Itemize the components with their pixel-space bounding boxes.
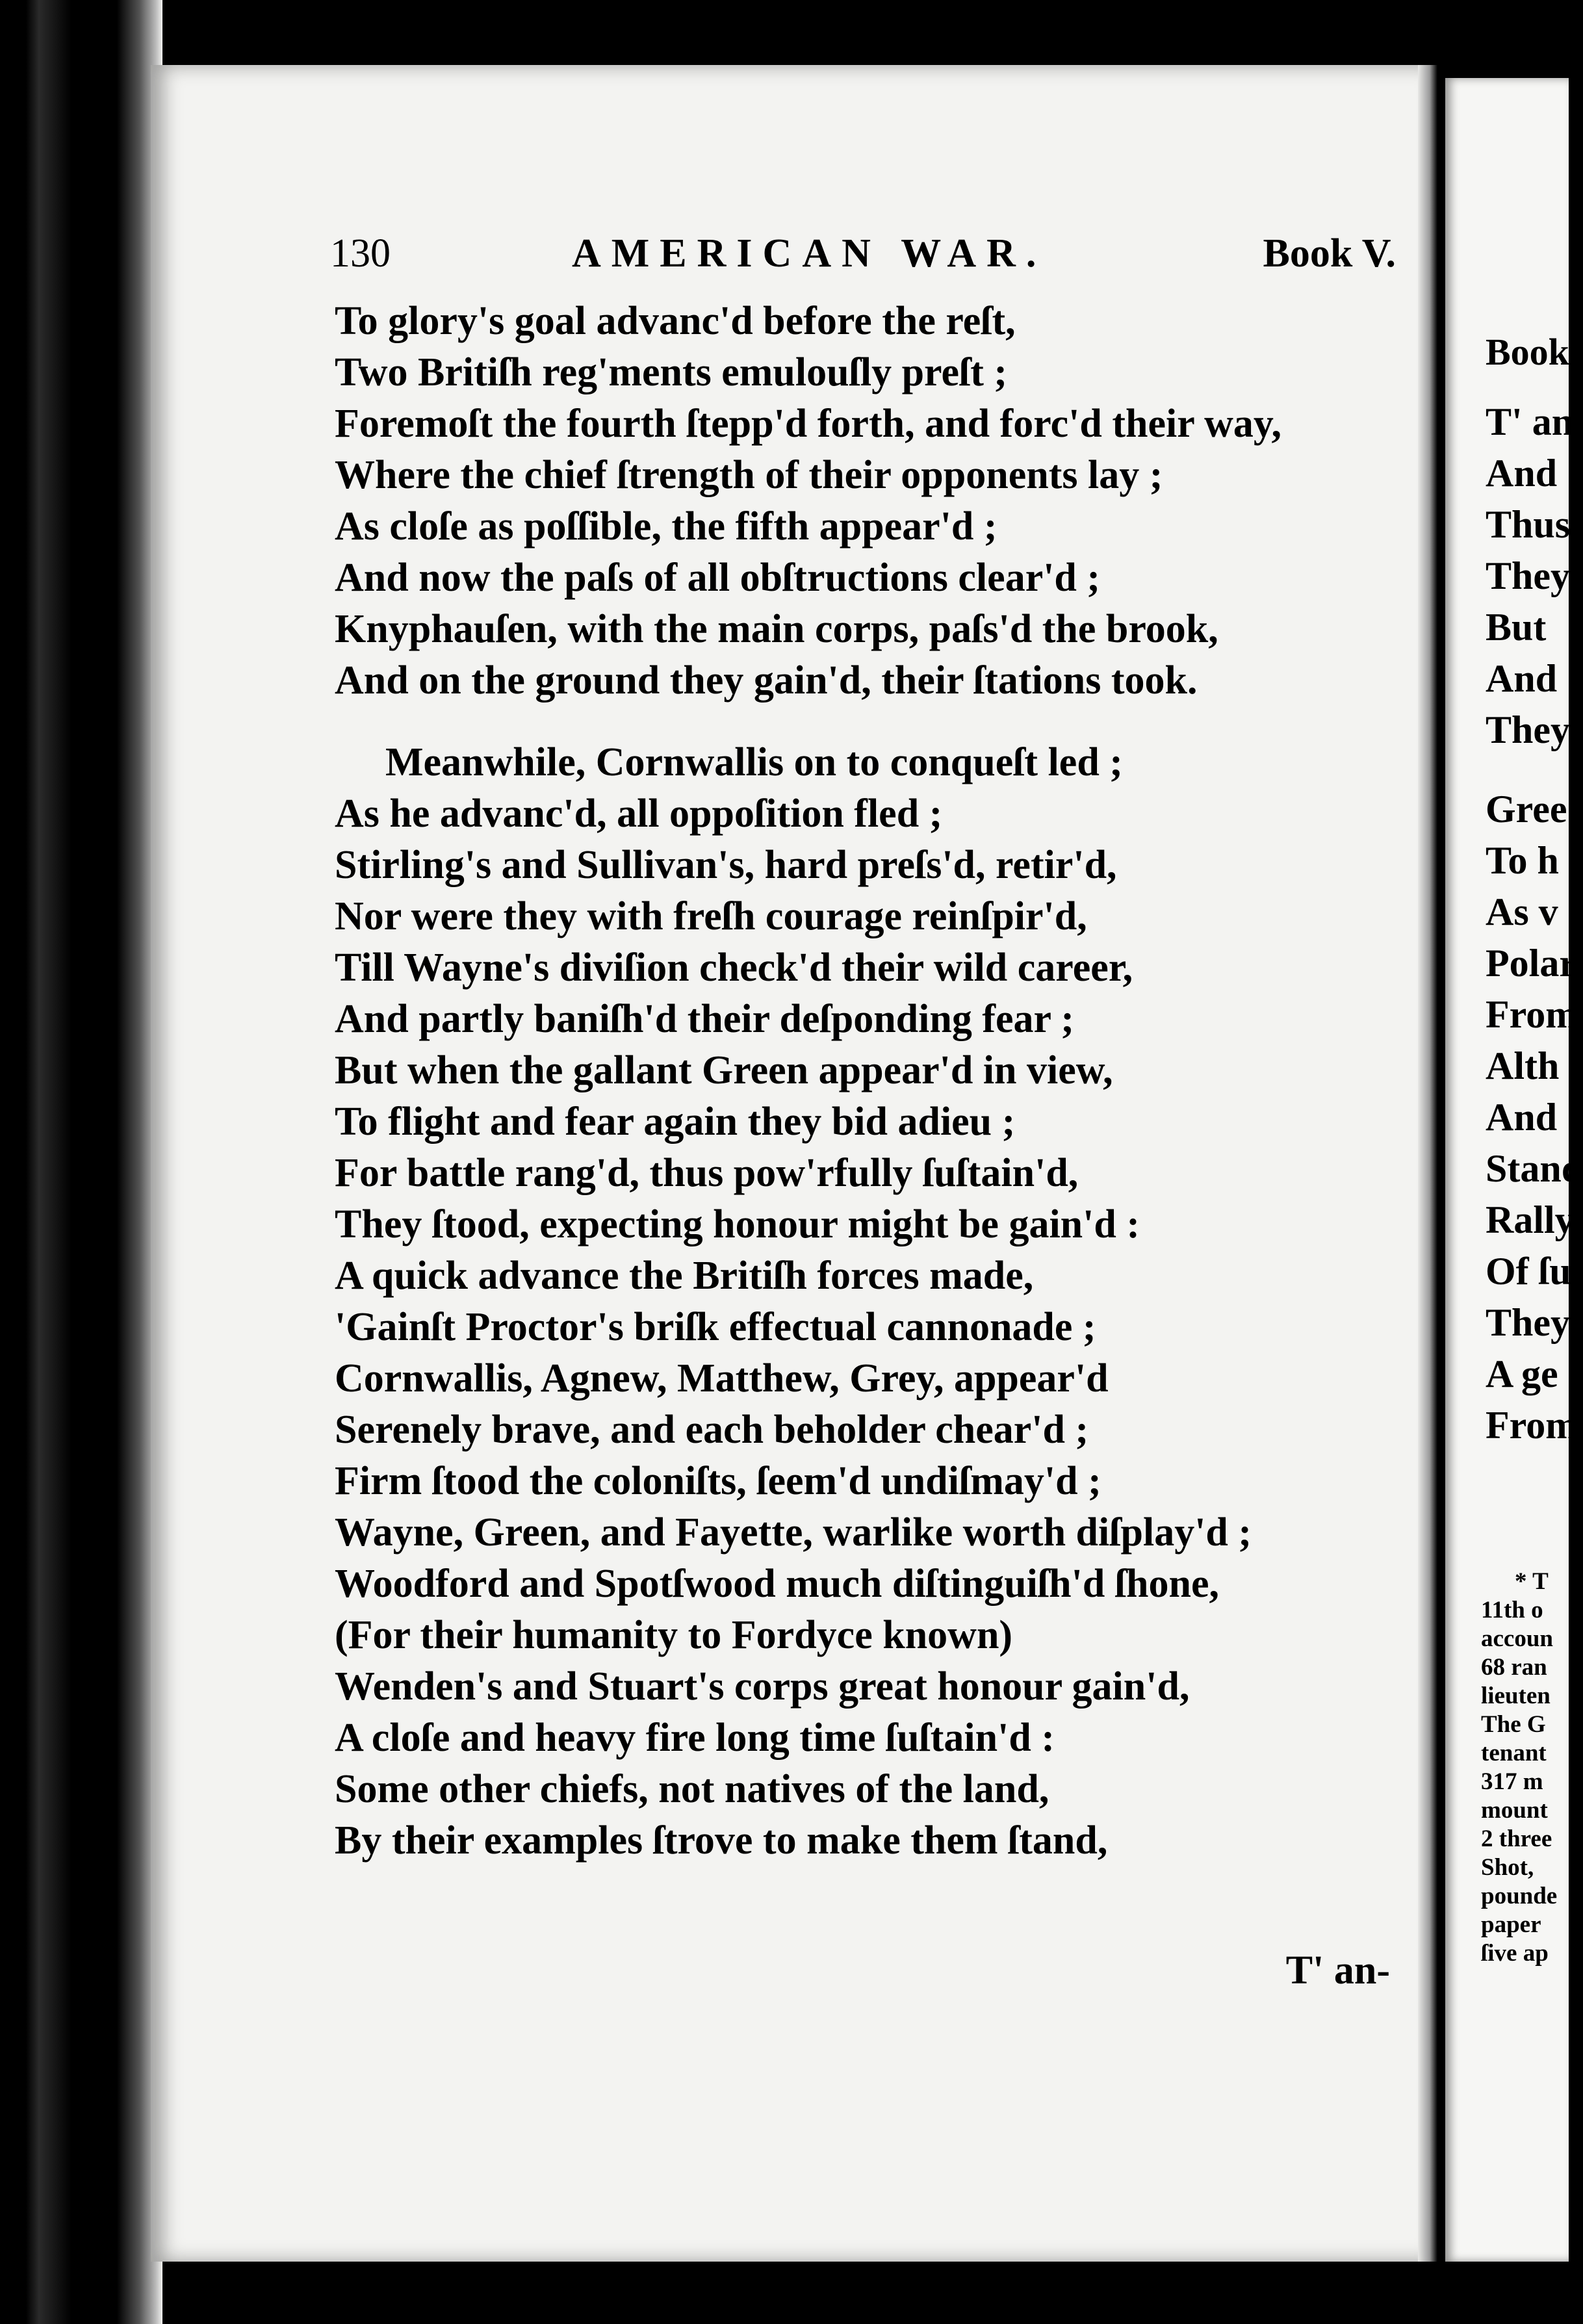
verse-line: Some other chiefs, not natives of the land, [335,1767,1049,1811]
footnote-line: 317 m [1481,1768,1543,1795]
facing-line: And [1486,657,1558,700]
verse-line: Woodford and Spotſwood much diſtinguiſh'd ſhone, [335,1562,1220,1606]
running-header [330,231,1396,283]
verse-line: Knyphauſen, with the main corps, paſs'd the brook, [335,607,1218,651]
facing-line: Thus [1486,503,1571,546]
verse-line: (For their humanity to Fordyce known) [335,1613,1013,1657]
verse-line: And partly baniſh'd their deſponding fear ; [335,997,1075,1041]
verse-line: Wayne, Green, and Fayette, warlike worth diſplay'd ; [335,1510,1252,1555]
verse-line: Stirling's and Sullivan's, hard preſs'd, retir'd, [335,843,1117,887]
facing-line: To h [1486,839,1559,882]
running-title: AMERICAN WAR. [572,231,1047,276]
facing-line: From [1486,1404,1578,1447]
book-binding [0,0,162,2324]
verse-line: A quick advance the Britiſh forces made, [335,1254,1034,1298]
facing-line: Of ſu [1486,1250,1571,1293]
footnote-line: pounde [1481,1883,1558,1909]
facing-page-text [1486,396,1583,1451]
footnote-line: mount [1481,1797,1548,1824]
verse-line: 'Gainſt Proctor's briſk effectual cannonade ; [335,1305,1096,1349]
verse-line: And on the ground they gain'd, their ſtations took. [335,658,1198,703]
verse-line: Foremoſt the fourth ſtepp'd forth, and forc'd their way, [335,402,1281,446]
verse-line: For battle rang'd, thus pow'rfully ſuſtain'd, [335,1151,1079,1195]
facing-line: And [1486,1096,1558,1139]
verse-line: Cornwallis, Agnew, Matthew, Grey, appear'd [335,1356,1109,1401]
footnote-line: Shot, [1481,1854,1534,1881]
footnote-line: lieuten [1481,1683,1551,1709]
verse-line: But when the gallant Green appear'd in view, [335,1048,1113,1092]
verse-line: Serenely brave, and each beholder chear'd ; [335,1408,1089,1452]
catchword: T' an- [1285,1948,1390,1993]
verse-line: Wenden's and Stuart's corps great honour gain'd, [335,1664,1190,1709]
facing-line: They [1486,554,1571,597]
book-page-right [1445,78,1583,2262]
verse-line: As cloſe as poſſible, the fifth appear'd ; [335,504,997,549]
verse-line: They ſtood, expecting honour might be gain'd : [335,1202,1140,1246]
facing-line: Rally [1486,1198,1575,1241]
verse-line: Nor were they with freſh courage reinſpir'd, [335,894,1087,938]
footnote-line: tenant [1481,1740,1547,1766]
poem-text [335,296,1439,1866]
footnote-line: 2 three [1481,1826,1552,1852]
footnote-line: 11th o [1481,1597,1543,1623]
facing-page-footnotes [1481,1568,1557,1968]
verse-line: Two Britiſh reg'ments emulouſly preſt ; [335,350,1007,394]
facing-page-header: Book [1486,331,1569,373]
footnote-line: The G [1481,1711,1546,1738]
facing-line: As v [1486,890,1558,933]
page-number: 130 [330,231,391,276]
facing-line: And [1486,452,1558,495]
footnote-line: accoun [1481,1625,1553,1652]
facing-line: But [1486,606,1547,649]
facing-line: T' an [1486,400,1574,443]
verse-line: By their examples ſtrove to make them ſtand, [335,1818,1108,1863]
verse-line: Where the chief ſtrength of their opponents lay ; [335,453,1163,497]
verse-line: To flight and fear again they bid adieu ; [335,1100,1016,1144]
verse-line: To glory's goal advanc'd before the reſt, [335,299,1016,343]
verse-line: As he advanc'd, all oppoſition fled ; [335,792,943,836]
verse-line: Firm ſtood the coloniſts, ſeem'd undiſmay'd ; [335,1459,1101,1503]
verse-line: Meanwhile, Cornwallis on to conqueſt led ; [385,740,1123,784]
facing-line: They [1486,708,1571,751]
facing-line: They [1486,1301,1571,1344]
verse-line: Till Wayne's diviſion check'd their wild career, [335,946,1133,990]
facing-line: From [1486,993,1578,1036]
footnote-line: ſive ap [1481,1940,1549,1967]
stanza-break [335,706,1439,737]
verse-line: And now the paſs of all obſtructions clear'd ; [335,556,1101,600]
facing-line: Polar [1486,942,1577,985]
footnote-line: * T [1515,1568,1549,1595]
verse-line: A cloſe and heavy fire long time ſuſtain'd : [335,1716,1055,1760]
footnote-line: 68 ran [1481,1654,1547,1681]
facing-line: Gree [1486,788,1567,831]
book-label: Book V. [1263,231,1396,276]
facing-line: Stand [1486,1147,1583,1190]
facing-line: A ge [1486,1352,1558,1395]
footnote-line: paper [1481,1911,1541,1938]
facing-line: Alth [1486,1044,1560,1087]
